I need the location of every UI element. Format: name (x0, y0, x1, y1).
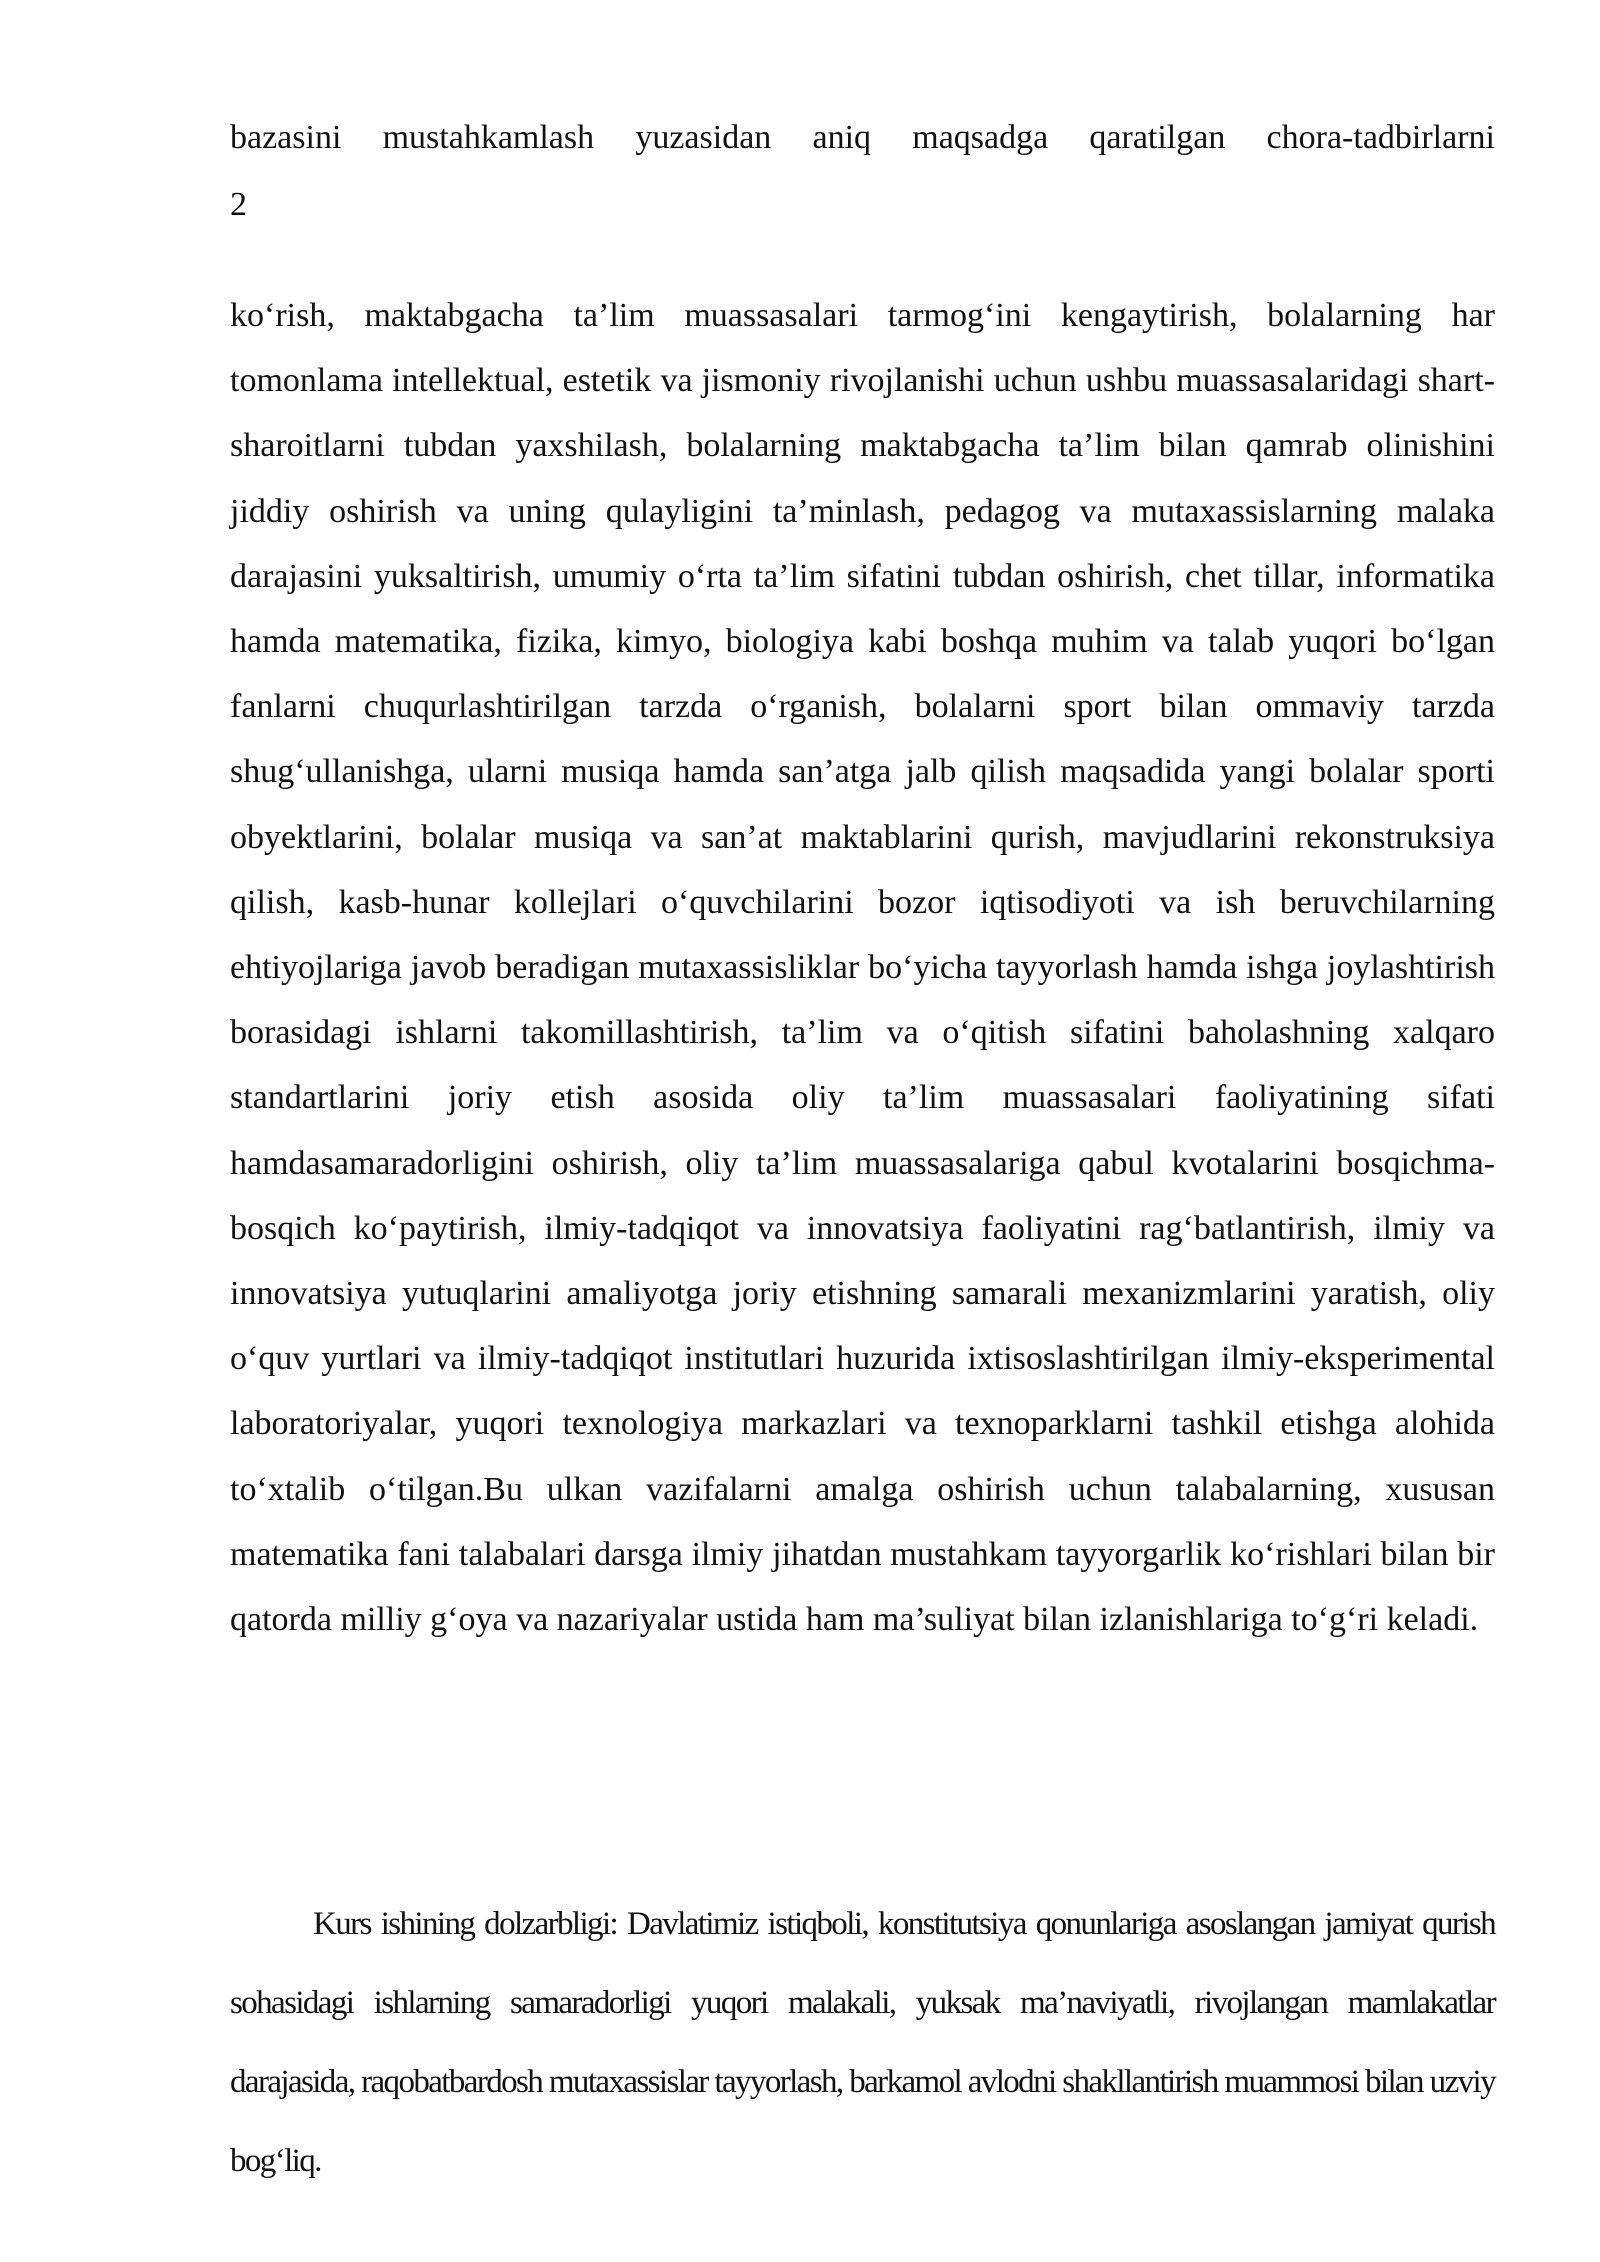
body-paragraph-2: Kurs ishining dolzarbligi: Davlatimiz istiqboli, konstitutsiya qonunlariga asoslangan jamiyat qurish sohasidagi ishlarning samaradorligi yuqori malakali, yuksak ma’naviyatli, rivojlangan mamlakatlar darajasida, raqobatbardosh mutaxassislar tayyorlash, barkamol avlodni shakllantirish muammosi bilan uzviy bog‘liq. (230, 1906, 1495, 2179)
page-number: 2 (230, 186, 247, 223)
body-paragraph-1: ko‘rish, maktabgacha ta’lim muassasalari tarmog‘ini kengaytirish, bolalarning har tomonlama intellektual, estetik va jismoniy rivojlanishi uchun ushbu muassasalaridagi shart-sharoitlarni tubdan yaxshilash, bolalarning maktabgacha ta’lim bilan qamrab olinishini jiddiy oshirish va uning qulayligini ta’minlash, pedagog va mutaxassislarning malaka darajasini yuksaltirish, umumiy o‘rta ta’lim sifatini tubdan oshirish, chet tillar, informatika hamda matematika, fizika, kimyo, biologiya kabi boshqa muhim va talab yuqori bo‘lgan fanlarni chuqurlashtirilgan tarzda o‘rganish, bolalarni sport bilan ommaviy tarzda shug‘ullanishga, ularni musiqa hamda san’atga jalb qilish maqsadida yangi bolalar sporti obyektlarini, bolalar musiqa va san’at maktablarini qurish, mavjudlarini rekonstruksiya qilish, kasb-hunar kollejlari o‘quvchilarini bozor iqtisodiyoti va ish beruvchilarning ehtiyojlariga javob beradigan mutaxassisliklar bo‘yicha tayyorlash hamda ishga joylashtirish borasidagi ishlarni takomillashtirish, ta’lim va o‘qitish sifatini baholashning xalqaro standartlarini joriy etish asosida oliy ta’lim muassasalari faoliyatining sifati hamdasamaradorligini oshirish, oliy ta’lim muassasalariga qabul kvotalarini bosqichma-bosqich ko‘paytirish, ilmiy-tadqiqot va innovatsiya faoliyatini rag‘batlantirish, ilmiy va innovatsiya yutuqlarini amaliyotga joriy etishning samarali mexanizmlarini yaratish, oliy o‘quv yurtlari va ilmiy-tadqiqot institutlari huzurida ixtisoslashtirilgan ilmiy-eksperimental laboratoriyalar, yuqori texnologiya markazlari va texnoparklarni tashkil etishga alohida to‘xtalib o‘tilgan.Bu ulkan vazifalarni amalga oshirish uchun talabalarning, xususan matematika fani talabalari darsga ilmiy jihatdan mustahkam tayyorgarlik ko‘rishlari bilan bir qatorda milliy g‘oya va nazariyalar ustida ham ma’suliyat bilan izlanishlariga to‘g‘ri keladi. (230, 297, 1495, 1639)
continued-text-line: bazasini mustahkamlash yuzasidan aniq maqsadga qaratilgan chora-tadbirlarni (230, 119, 1495, 156)
